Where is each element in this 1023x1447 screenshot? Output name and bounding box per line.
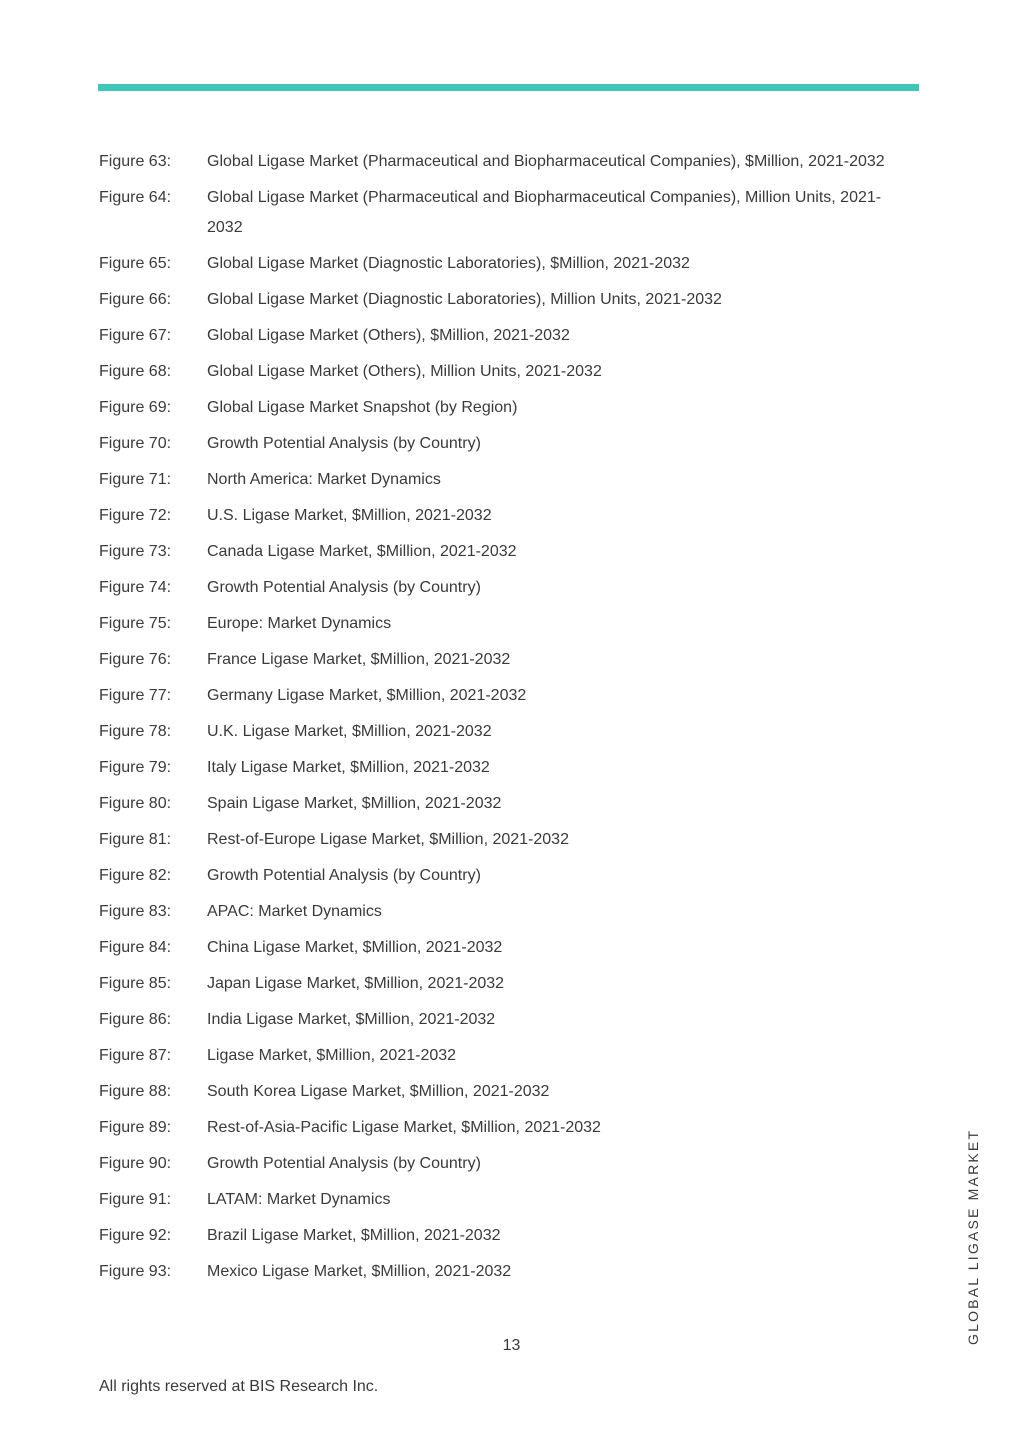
figure-number: Figure 66: [99,291,172,308]
figure-title: North America: Market Dynamics [207,471,441,488]
list-item [99,1221,909,1251]
list-item [99,753,909,783]
figure-title: Global Ligase Market (Others), Million Units, 2021-2032 [207,363,602,380]
figure-title: Spain Ligase Market, $Million, 2021-2032 [207,795,502,812]
figure-title: China Ligase Market, $Million, 2021-2032 [207,939,503,956]
figure-number: Figure 92: [99,1227,172,1244]
figure-number: Figure 74: [99,579,172,596]
figure-number: Figure 71: [99,471,172,488]
header-accent-rule [98,84,919,91]
figure-number: Figure 70: [99,435,172,452]
figure-number: Figure 93: [99,1263,172,1280]
list-of-figures [99,147,909,1293]
list-item [99,861,909,891]
figure-title: India Ligase Market, $Million, 2021-2032 [207,1011,496,1028]
list-item [99,717,909,747]
figure-title: Mexico Ligase Market, $Million, 2021-2032 [207,1263,512,1280]
list-item [99,933,909,963]
figure-number: Figure 76: [99,651,172,668]
figure-number: Figure 75: [99,615,172,632]
figure-number: Figure 73: [99,543,172,560]
figure-number: Figure 86: [99,1011,172,1028]
list-item [99,789,909,819]
figure-title: Germany Ligase Market, $Million, 2021-2032 [207,687,527,704]
figure-title: Growth Potential Analysis (by Country) [207,1155,481,1172]
figure-title: Japan Ligase Market, $Million, 2021-2032 [207,975,505,992]
list-item [99,1149,909,1179]
list-item [99,897,909,927]
list-item [99,183,909,243]
figure-number: Figure 79: [99,759,172,776]
figure-number: Figure 63: [99,153,172,170]
list-item [99,321,909,351]
list-item [99,429,909,459]
figure-number: Figure 80: [99,795,172,812]
figure-number: Figure 81: [99,831,172,848]
figure-title: Europe: Market Dynamics [207,615,392,632]
figure-title: Growth Potential Analysis (by Country) [207,867,481,884]
figure-number: Figure 87: [99,1047,172,1064]
figure-title: Rest-of-Europe Ligase Market, $Million, 2021-2032 [207,831,569,848]
page-number: 13 [502,1337,521,1354]
figure-title: France Ligase Market, $Million, 2021-2032 [207,651,511,668]
figure-title: Global Ligase Market (Diagnostic Laboratories), Million Units, 2021-2032 [207,291,722,308]
vertical-report-title: GLOBAL LIGASE MARKET [965,1128,981,1345]
list-item [99,1041,909,1071]
figure-title: Ligase Market, $Million, 2021-2032 [207,1047,457,1064]
figure-number: Figure 82: [99,867,172,884]
list-item [99,393,909,423]
list-item [99,465,909,495]
figure-number: Figure 77: [99,687,172,704]
copyright-footer: All rights reserved at BIS Research Inc. [99,1378,379,1395]
figure-title: Global Ligase Market (Others), $Million, 2021-2032 [207,327,570,344]
figure-number: Figure 68: [99,363,172,380]
figure-title: Rest-of-Asia-Pacific Ligase Market, $Million, 2021-2032 [207,1119,601,1136]
figure-number: Figure 89: [99,1119,172,1136]
list-item [99,501,909,531]
figure-title: U.K. Ligase Market, $Million, 2021-2032 [207,723,492,740]
figure-number: Figure 72: [99,507,172,524]
figure-number: Figure 85: [99,975,172,992]
figure-number: Figure 91: [99,1191,172,1208]
list-item [99,645,909,675]
list-item [99,969,909,999]
figure-number: Figure 67: [99,327,172,344]
figure-title: Brazil Ligase Market, $Million, 2021-2032 [207,1227,501,1244]
figure-number: Figure 78: [99,723,172,740]
figure-number: Figure 90: [99,1155,172,1172]
list-item [99,681,909,711]
figure-title: APAC: Market Dynamics [207,903,382,920]
figure-number: Figure 64: [99,189,172,206]
figure-title: Global Ligase Market Snapshot (by Region) [207,399,518,416]
list-item [99,1113,909,1143]
figure-title: Global Ligase Market (Pharmaceutical and Biopharmaceutical Companies), Million Units, 2021-2032 [207,189,882,236]
list-item [99,1185,909,1215]
figure-title: Growth Potential Analysis (by Country) [207,579,481,596]
figure-number: Figure 84: [99,939,172,956]
figure-title: Global Ligase Market (Pharmaceutical and Biopharmaceutical Companies), $Million, 2021-2032 [207,153,885,170]
list-item [99,537,909,567]
list-item [99,285,909,315]
figure-number: Figure 83: [99,903,172,920]
list-item [99,147,909,177]
figure-title: Growth Potential Analysis (by Country) [207,435,481,452]
list-item [99,825,909,855]
figure-number: Figure 69: [99,399,172,416]
figure-title: South Korea Ligase Market, $Million, 2021-2032 [207,1083,550,1100]
figure-title: LATAM: Market Dynamics [207,1191,391,1208]
list-item [99,1077,909,1107]
list-item [99,357,909,387]
figure-title: Canada Ligase Market, $Million, 2021-2032 [207,543,517,560]
list-item [99,249,909,279]
list-item [99,573,909,603]
figure-title: Global Ligase Market (Diagnostic Laboratories), $Million, 2021-2032 [207,255,690,272]
figure-number: Figure 65: [99,255,172,272]
list-item [99,1005,909,1035]
figure-number: Figure 88: [99,1083,172,1100]
list-item [99,609,909,639]
list-item [99,1257,909,1287]
figure-title: Italy Ligase Market, $Million, 2021-2032 [207,759,490,776]
figure-title: U.S. Ligase Market, $Million, 2021-2032 [207,507,492,524]
